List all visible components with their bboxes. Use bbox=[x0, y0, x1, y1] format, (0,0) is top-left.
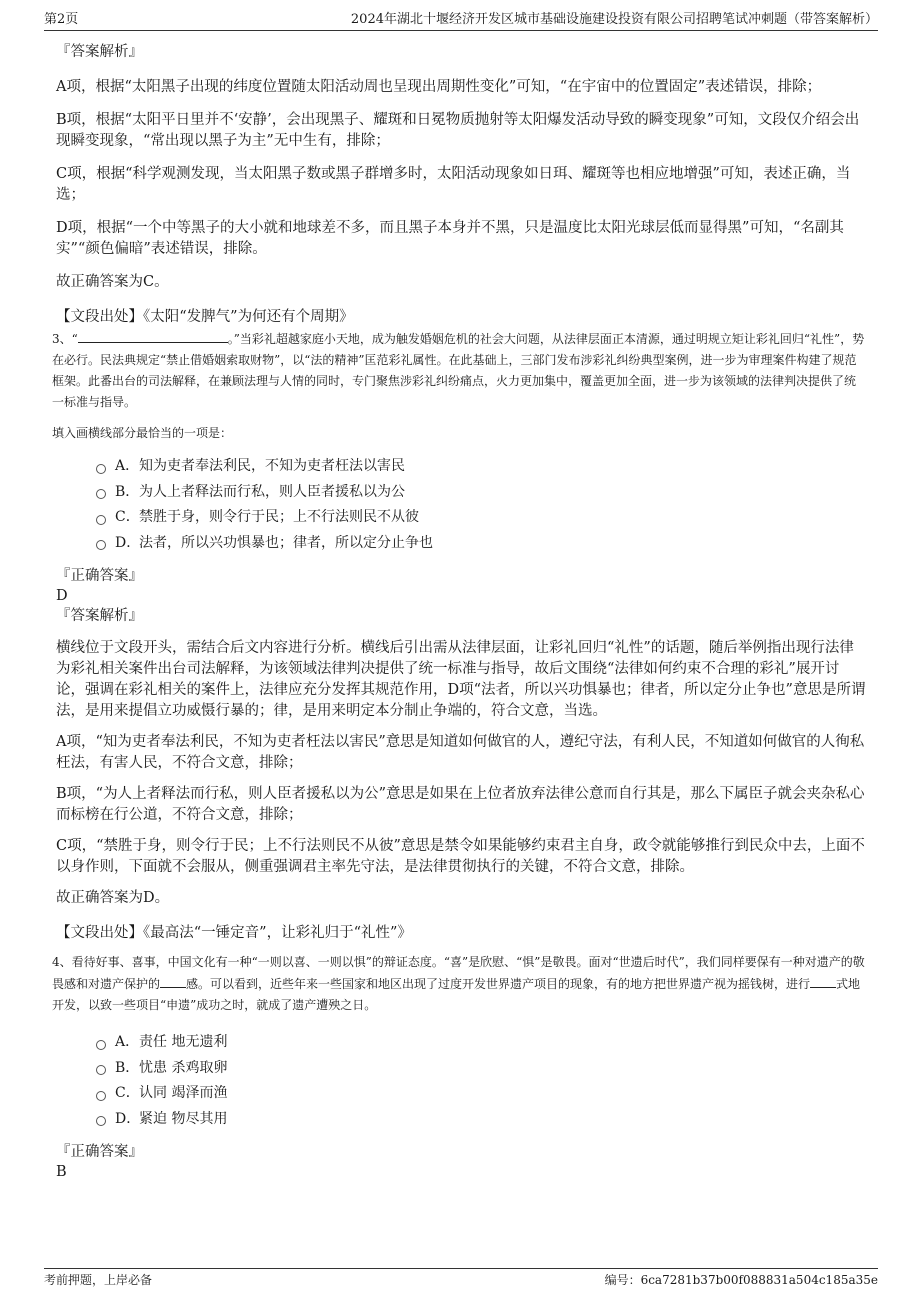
document-body bbox=[52, 42, 866, 1182]
page-number: 第2页 bbox=[44, 12, 79, 27]
q3-option-c[interactable]: C． 禁胜于身，则令行于民；上不行法则民不从彼 bbox=[96, 505, 866, 531]
q4-blank-1 bbox=[160, 973, 186, 988]
q2-analysis-a: A项，根据“太阳黑子出现的纬度位置随太阳活动周也呈现出周期性变化”可知，“在宇宙中的位置固定”表述错误，排除； bbox=[56, 79, 822, 95]
q2-analysis-label: 『答案解析』 bbox=[56, 44, 143, 60]
q4-stem bbox=[52, 952, 866, 1016]
radio-icon[interactable] bbox=[96, 1091, 106, 1101]
q4-stem-part1: 4、看待好事、喜事，中国文化有一种“一则以喜、一则以惧”的辩证态度。“喜”是欣慰、“惧”是敬畏。面对“世遗后时代”，我们同样要保有一种对遗产的敬畏感和对遗产保护的 bbox=[52, 955, 865, 991]
q3-correct-answer: D bbox=[56, 588, 68, 604]
q3-option-d[interactable]: D． 法者，所以兴功惧暴也；律者，所以定分止争也 bbox=[96, 531, 866, 557]
radio-icon[interactable] bbox=[96, 1065, 106, 1075]
q3-analysis-c: C项，“禁胜于身，则令行于民；上不行法则民不从彼”意思是禁令如果能够约束君主自身，政令就能够推行到民众中去，上面不以身作则，下面就不会服从，侧重强调君主率先守法，是法律贯彻执行的关键，不符合文意，排除。 bbox=[56, 838, 865, 875]
q3-options bbox=[96, 454, 866, 556]
q4-option-c[interactable]: C． 认同 竭泽而渔 bbox=[96, 1081, 866, 1107]
q3-option-a[interactable]: A． 知为吏者奉法利民，不知为吏者枉法以害民 bbox=[96, 454, 866, 480]
q4-options bbox=[96, 1030, 866, 1132]
q3-stem-text: 。”当彩礼超越家庭小天地，成为触发婚姻危机的社会大问题，从法律层面正本清源，通过明规立矩让彩礼回归“礼性”，势在必行。民法典规定“禁止借婚姻索取财物”，以“法的精神”匡范彩礼属性。在此基础上，三部门发布涉彩礼纠纷典型案例，进一步为审理案件构建了规范框架。此番出台的司法解释，在兼顾法理与人情的同时，专门聚焦涉彩礼纠纷痛点，火力更加集中，覆盖更加全面，进一步为该领域的法律判决提供了统一标准与指导。 bbox=[52, 332, 865, 409]
q4-stem-part3: 式地开发，以致一些项目“申遗”成功之时，就成了遗产遭殃之日。 bbox=[52, 977, 861, 1012]
q3-source: 【文段出处】《最高法“一锤定音”，让彩礼归于“礼性”》 bbox=[56, 925, 412, 941]
q4-option-a[interactable]: A． 责任 地无遗利 bbox=[96, 1030, 866, 1056]
q3-analysis-a: A项，“知为吏者奉法利民，不知为吏者枉法以害民”意思是知道如何做官的人，遵纪守法，有利人民，不知道如何做官的人徇私枉法，有害人民，不符合文意，排除； bbox=[56, 734, 865, 771]
q4-option-b[interactable]: B． 忧患 杀鸡取卵 bbox=[96, 1056, 866, 1082]
q3-prompt: 填入画横线部分最恰当的一项是： bbox=[52, 426, 233, 440]
q2-analysis-b: B项，根据“太阳平日里并不‘安静’，会出现黑子、耀斑和日冕物质抛射等太阳爆发活动导致的瞬变现象”可知，文段仅介绍会出现瞬变现象，“常出现以黑子为主”无中生有，排除； bbox=[56, 112, 860, 149]
q4-blank-2 bbox=[810, 973, 836, 988]
q2-analysis-d: D项，根据“一个中等黑子的大小就和地球差不多，而且黑子本身并不黑，只是温度比太阳光球层低而显得黑”可知，“名副其实”“颜色偏暗”表述错误，排除。 bbox=[56, 220, 844, 257]
q3-number: 3、“ bbox=[52, 332, 78, 346]
q4-option-d[interactable]: D． 紧迫 物尽其用 bbox=[96, 1107, 866, 1133]
q3-analysis-b: B项，“为人上者释法而行私，则人臣者援私以为公”意思是如果在上位者放弃法律公意而自行其是，那么下属臣子就会夹杂私心而标榜在行公道，不符合文意，排除； bbox=[56, 786, 865, 823]
q4-stem-part2: 感。可以看到，近些年来一些国家和地区出现了过度开发世界遗产项目的现象，有的地方把世界遗产视为摇钱树，进行 bbox=[186, 977, 811, 991]
q3-stem bbox=[52, 328, 866, 413]
footer-slogan: 考前押题，上岸必备 bbox=[44, 1273, 153, 1287]
q2-source: 【文段出处】《太阳“发脾气”为何还有个周期》 bbox=[56, 309, 354, 325]
page-header bbox=[44, 10, 878, 31]
q3-option-b[interactable]: B． 为人上者释法而行私，则人臣者援私以为公 bbox=[96, 480, 866, 506]
document-id: 编号：6ca7281b37b00f088831a504c185a35e bbox=[604, 1273, 878, 1287]
page-footer bbox=[44, 1268, 878, 1291]
radio-icon[interactable] bbox=[96, 515, 106, 525]
document-title: 2024年湖北十堰经济开发区城市基础设施建设投资有限公司招聘笔试冲刺题（带答案解析） bbox=[350, 12, 878, 27]
q2-analysis-c: C项，根据“科学观测发现，当太阳黑子数或黑子群增多时，太阳活动现象如日珥、耀斑等也相应地增强”可知，表述正确，当选； bbox=[56, 166, 851, 203]
q3-conclusion: 故正确答案为D。 bbox=[56, 890, 170, 906]
q4-correct-label: 『正确答案』 bbox=[56, 1144, 143, 1160]
q3-correct-label: 『正确答案』 bbox=[56, 568, 143, 584]
q4-correct-answer: B bbox=[56, 1164, 67, 1180]
radio-icon[interactable] bbox=[96, 1040, 106, 1050]
q3-analysis-label: 『答案解析』 bbox=[56, 608, 143, 624]
q3-analysis: 横线位于文段开头，需结合后文内容进行分析。横线后引出需从法律层面，让彩礼回归“礼性”的话题，随后举例指出现行法律为彩礼相关案件出台司法解释，为该领域法律判决提供了统一标准与指导，故后文围绕“法律如何约束不合理的彩礼”展开讨论，强调在彩礼相关的案件上，法律应充分发挥其规范作用，D项“法者，所以兴功惧暴也；律者，所以定分止争也”意思是所谓法，是用来提倡立功威慑行暴的；律，是用来明定本分制止争端的，符合文意，当选。 bbox=[56, 640, 866, 719]
q3-blank bbox=[78, 328, 228, 343]
radio-icon[interactable] bbox=[96, 540, 106, 550]
q2-conclusion: 故正确答案为C。 bbox=[56, 274, 169, 290]
radio-icon[interactable] bbox=[96, 1116, 106, 1126]
radio-icon[interactable] bbox=[96, 464, 106, 474]
radio-icon[interactable] bbox=[96, 489, 106, 499]
